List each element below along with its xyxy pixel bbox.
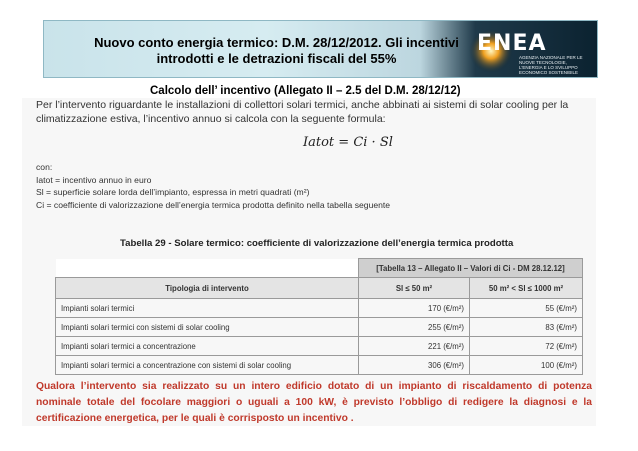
logo-subtext: AGENZIA NAZIONALE PER LE NUOVE TECNOLOGIE, L'ENERGIA E LO SVILUPPO ECONOMICO SOSTENIBILE — [519, 55, 583, 75]
table-cell: 100 (€/m²) — [470, 356, 583, 375]
table-row — [56, 356, 583, 375]
table-cell: 255 (€/m²) — [359, 318, 470, 337]
table-cell: 83 (€/m²) — [470, 318, 583, 337]
table-cell: 306 (€/m²) — [359, 356, 470, 375]
enea-logo — [469, 29, 589, 73]
logo-text: ENEA — [477, 31, 547, 56]
table-row — [56, 337, 583, 356]
section-subtitle: Calcolo dell’ incentivo (Allegato II – 2.5 del D.M. 28/12/12) — [150, 85, 461, 97]
table-cell: Impianti solari termici a concentrazione — [56, 337, 359, 356]
legend-line-1: Iatot = incentivo annuo in euro — [36, 174, 152, 185]
obligation-note: Qualora l’intervento sia realizzato su un intero edificio dotato di un impianto di riscaldamento di potenza nominale totale del focolare maggiori o uguali a 100 kW, è previsto l’obbligo di redigere la diagnosi e la certificazione energetica, per le quali è corrisposto un incentivo . — [36, 381, 592, 424]
table-row — [56, 318, 583, 337]
formula-legend — [36, 161, 390, 211]
legend-con: con: — [36, 162, 53, 172]
coefficient-table — [55, 258, 583, 375]
table-cell: 55 (€/m²) — [470, 299, 583, 318]
table-header: [Tabella 13 – Allegato II – Valori di Ci - DM 28.12.12] — [359, 259, 583, 278]
intro-paragraph: Per l’intervento riguardante le installazioni di collettori solari termici, anche abbinati ai sistemi di solar cooling per la climatizzazione estiva, l’incentivo annuo si calcola con la seguente formula: — [36, 99, 569, 125]
table-cell: Impianti solari termici a concentrazione con sistemi di solar cooling — [56, 356, 359, 375]
formula: Iatot = Ci · Sl — [303, 135, 393, 150]
table-spacer-cell — [56, 259, 359, 278]
table-cell: 72 (€/m²) — [470, 337, 583, 356]
table-cell: 170 (€/m²) — [359, 299, 470, 318]
slide-title — [64, 35, 489, 67]
table-cell: Impianti solari termici — [56, 299, 359, 318]
table-header-row — [56, 259, 583, 278]
table-row — [56, 299, 583, 318]
column-header: Tipologia di intervento — [56, 278, 359, 299]
title-line-2: introdotti e le detrazioni fiscali del 55% — [156, 51, 397, 66]
column-header: Sl ≤ 50 m² — [359, 278, 470, 299]
slide-header — [43, 20, 598, 78]
table-cell: 221 (€/m²) — [359, 337, 470, 356]
table-column-headers — [56, 278, 583, 299]
table-cell: Impianti solari termici con sistemi di solar cooling — [56, 318, 359, 337]
column-header: 50 m² < Sl ≤ 1000 m² — [470, 278, 583, 299]
table-caption: Tabella 29 - Solare termico: coefficiente di valorizzazione dell’energia termica prodotta — [120, 238, 514, 249]
legend-line-3: Ci = coefficiente di valorizzazione dell’energia termica prodotta definito nella tabella seguente — [36, 199, 391, 210]
legend-line-2: Sl = superficie solare lorda dell’impianto, espressa in metri quadrati (m²) — [36, 187, 310, 198]
title-line-1: Nuovo conto energia termico: D.M. 28/12/2012. Gli incentivi — [94, 35, 459, 50]
